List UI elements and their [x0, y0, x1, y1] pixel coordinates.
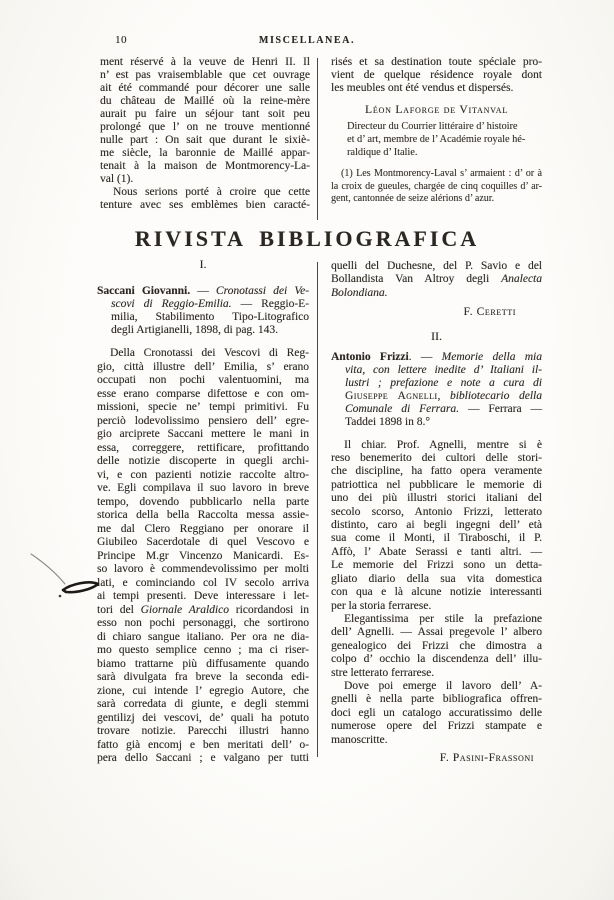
paragraph: risés et sa destination toute spéciale pro- vient de quelque résidence royale dont les meubles ont été vendus et dispersés. [331, 56, 542, 94]
paragraph: ment réservé à la veuve de Henri II. Il n’ est pas vraisemblable que cet ouvrage ait été commandé pour décorer une salle du château de Maillé où la reine-mère aurait pu faire un séjour tant soit peu prolongé que l’ on ne trouve mentionné nulle part : On sait que durant le sixiè- me siècle, la baronnie de Maillé appar- tenait à la maison de Montmorency-La- val (1). [100, 56, 310, 185]
review-body-2-paragraph-1: Il chiar. Prof. Agnelli, mentre si è reso benemerito dei cultori delle stori- che discipline, ha fatto opera veramente patriottica nel pubblicare le memorie di uno dei più illustri storici italiani del secolo scorso, Antonio Frizzi, letterato distinto, caro ai begli ingegni dell’ età sua come il Monti, il Tiraboschi, il P. Affò, l’ Abate Serassi e tanti altri. — Le memorie del Frizzi sono un detta- gliato diario della sua vita domestica con qua e là alcune notizie interessanti per la storia ferrarese. [331, 438, 542, 612]
section-heading-2: II. [431, 328, 442, 343]
rivista-left-column [97, 254, 309, 766]
miscellanea-right-column [331, 56, 542, 206]
bibliography-entry-1: Saccani Giovanni. — Cronotassi dei Ve- scovi di Reggio-Emilia. — Reggio-E- milia, Stabilimento Tipo-Litografico degli Artigianelli, 1898, di pag. 143. [97, 285, 310, 336]
reviewer-signature-1: F. Ceretti [463, 306, 516, 319]
page-number: 10 [115, 34, 127, 46]
review-body-2-paragraph-3: Dove poi emerge il lavoro dell’ A- gnelli è nella parte bibliografica offren- doci egli un catalogo accuratissimo delle numerose opere del Frizzi stampate e manoscritte. [331, 679, 542, 746]
review-body-1: Della Cronotassi dei Vescovi di Reg- gio, città illustre dell’ Emilia, s’ erano occupati non pochi valentuomini, ma esse erano comparse difettose e con om- missioni, specie ne’ tempi primitivi. Fu perciò lodevolissimo pensiero dell’ egre- gio arciprete Saccani mettere le mani in essa, correggere, rettificare, profittando delle notizie discoperte in quegli archi- vi, e con pazienti notizie raccolte altro- ve. Egli compilava il suo lavoro in breve tempo, dovendo pubblicarlo nella parte storica della bella Raccolta messa assie- me dal Clero Reggiano per onorare il Giubileo Sacerdotale di quel Vescovo e Principe M.gr Vincenzo Manicardi. Es- so lavoro è commendevolissimo per molti lati, e cominciando col IV secolo arriva ai tempi presenti. Deve interessare i let- tori del Giornale Araldico ricordandosi in esso non pochi personaggi, che sortirono di chiaro sangue italiano. Per ora ne dia- mo questo semplice cenno ; ma ci riser- biamo trattarne più diffusamente quando sarà divulgata fra breve la seconda edi- zione, cui intende l’ egregio Autore, che sarà corredata di giunte, e degli stemmi gentilizj dei vescovi, de’ quali ha potuto trovare notizie. Parecchi illustri hanno fatto già encomj e ben meritati dell’ o- pera dello Saccani ; e valgano per tutti [97, 347, 309, 764]
miscellanea-left-column [100, 56, 310, 212]
top-column-divider [317, 58, 318, 220]
paragraph: Nous serions porté à croire que cette tenture avec ses emblèmes bien caracté- [100, 186, 310, 211]
rivista-right-column [331, 254, 542, 765]
reviewer-signature-2: F. Pasini-Frassoni [439, 751, 534, 764]
main-column-divider [317, 262, 318, 757]
review-body-2-paragraph-2: Elegantissima per stile la prefazione dell’ Agnelli. — Assai pregevole l’ albero genealogico dei Frizzi che dimostra a colpo d’ occhio la discendenza dell’ illu- stre letterato ferrarese. [331, 612, 542, 679]
bibliography-entry-2: Antonio Frizzi. — Memorie della mia vita, con lettere inedite d’ Italiani il- lustri ; prefazione e note a cura di Giuseppe Agnelli, bibliotecario della Comunale di Ferrara. — Ferrara — Taddei 1898 in 8.° [331, 350, 543, 428]
footnote: (1) Les Montmorency-Laval s’ armaient : d’ or à la croix de gueules, chargée de cinq coquilles d’ ar- gent, cantonnée de seize alérions d’ azur. [331, 168, 542, 204]
author-signature: Léon Laforge de Vitanval [365, 104, 508, 116]
section-heading-1: I. [199, 257, 207, 271]
ink-mark [5, 542, 105, 608]
page-header [0, 34, 614, 50]
running-head: MISCELLANEA. [258, 35, 356, 46]
author-title: Directeur du Courrier littéraire d’ histoire et d’ art, membre de l’ Académie royale hé- raldique d’ Italie. [347, 121, 526, 158]
review-body-1-continued: quelli del Duchesne, del P. Savio e del Bollandista Van Altroy degli Analecta Bolondiana. [331, 260, 542, 299]
journal-section-title: RIVISTA BIBLIOGRAFICA [134, 226, 480, 251]
